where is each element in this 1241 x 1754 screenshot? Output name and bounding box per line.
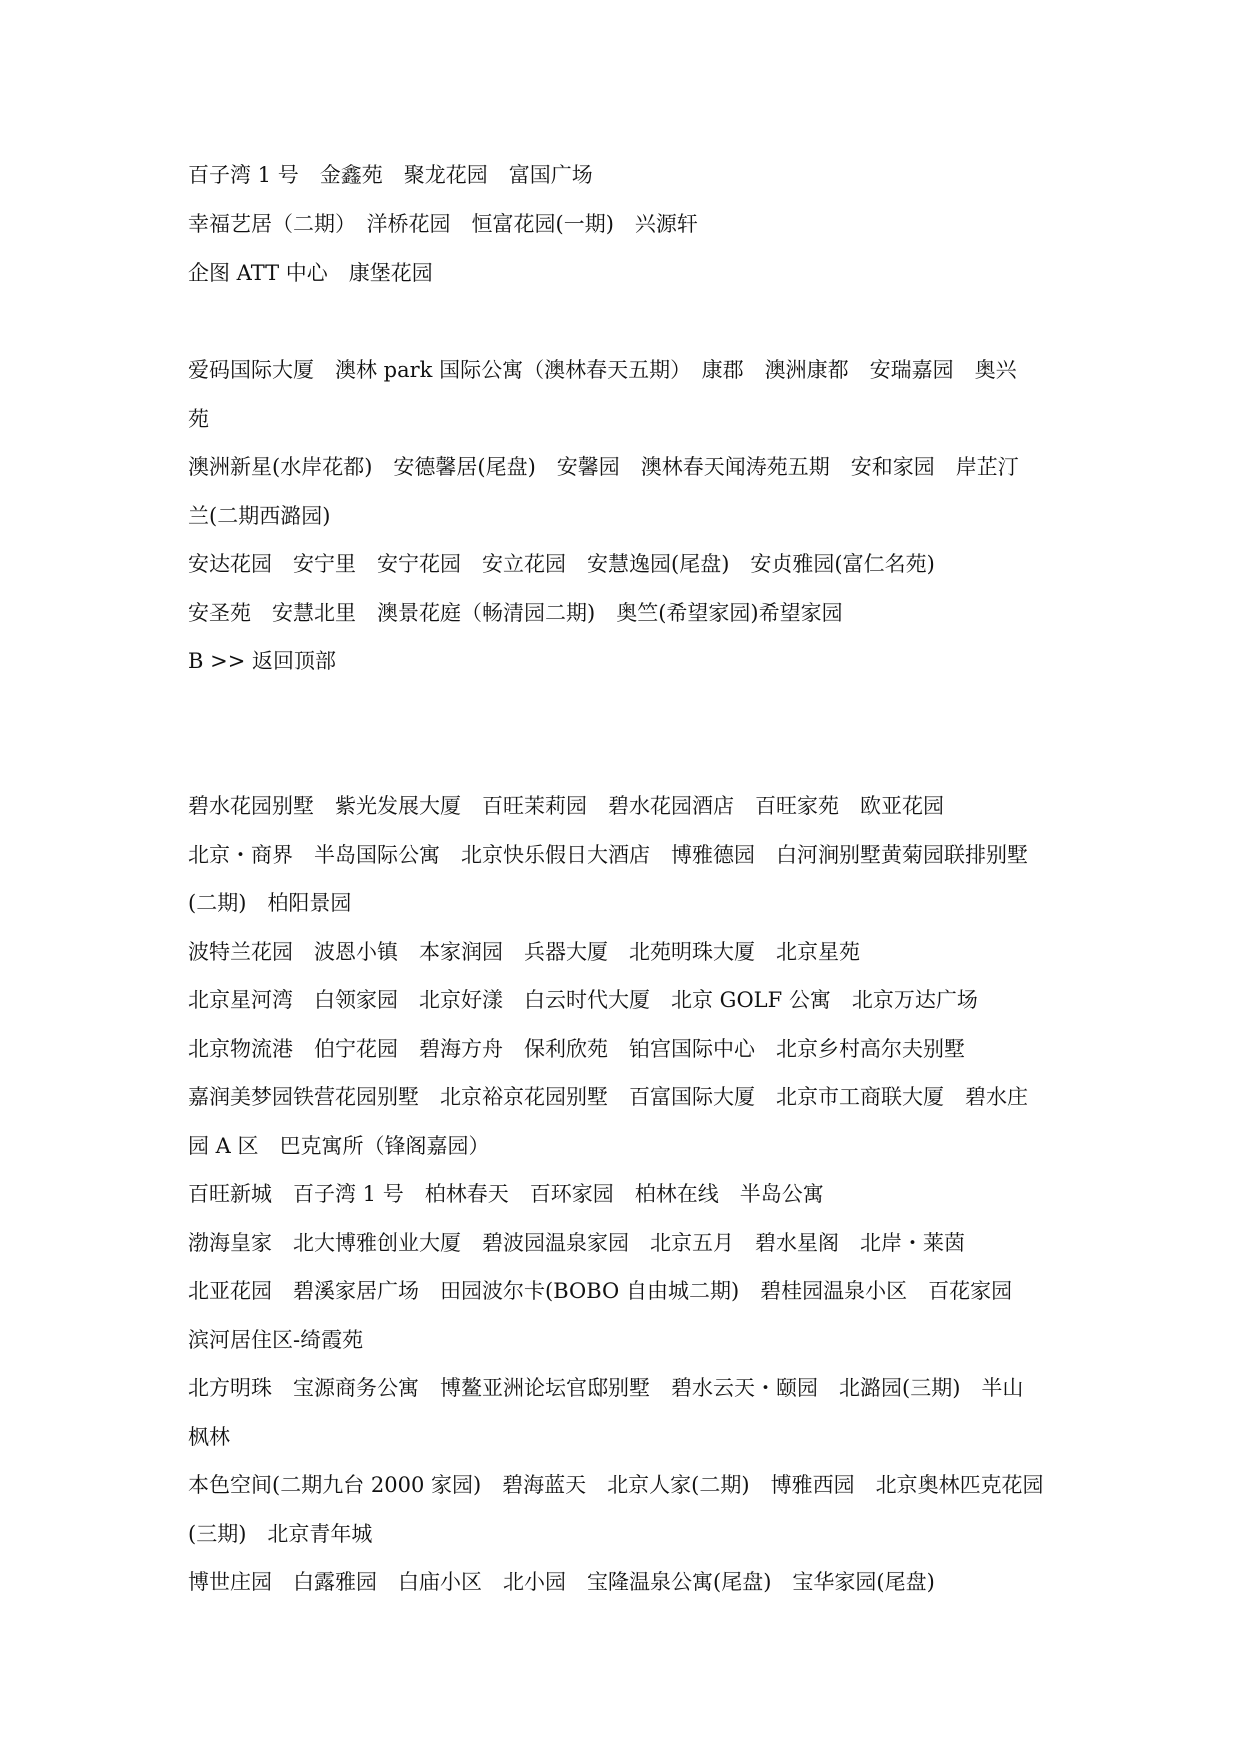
text-line: 苑	[188, 407, 209, 431]
text-line: 渤海皇家 北大博雅创业大厦 碧波园温泉家园 北京五月 碧水星阁 北岸・莱茵	[188, 1231, 965, 1255]
text-line: 滨河居住区-绮霞苑	[188, 1328, 364, 1352]
text-line: 企图 ATT 中心 康堡花园	[188, 261, 433, 285]
text-line: 兰(二期西潞园)	[188, 504, 331, 528]
text-line: (二期) 柏阳景园	[188, 891, 352, 915]
text-line: 百子湾 1 号 金鑫苑 聚龙花园 富国广场	[188, 163, 593, 187]
text-line: (三期) 北京青年城	[188, 1522, 373, 1546]
text-line: 澳洲新星(水岸花都) 安德馨居(尾盘) 安馨园 澳林春天闻涛苑五期 安和家园 岸芷汀	[188, 455, 1019, 479]
text-line: 波特兰花园 波恩小镇 本家润园 兵器大厦 北苑明珠大厦 北京星苑	[188, 940, 860, 964]
text-line: 博世庄园 白露雅园 白庙小区 北小园 宝隆温泉公寓(尾盘) 宝华家园(尾盘)	[188, 1570, 935, 1594]
text-line: 北京・商界 半岛国际公寓 北京快乐假日大酒店 博雅德园 白河涧别墅黄菊园联排别墅	[188, 843, 1028, 867]
text-line: 百旺新城 百子湾 1 号 柏林春天 百环家园 柏林在线 半岛公寓	[188, 1182, 824, 1206]
text-line: 嘉润美梦园铁营花园别墅 北京裕京花园别墅 百富国际大厦 北京市工商联大厦 碧水庄	[188, 1085, 1028, 1109]
text-line: 北亚花园 碧溪家居广场 田园波尔卡(BOBO 自由城二期) 碧桂园温泉小区 百花家园	[188, 1279, 1013, 1303]
text-line: 园 A 区 巴克寓所（锋阁嘉园）	[188, 1134, 490, 1158]
text-line: 北方明珠 宝源商务公寓 博鳌亚洲论坛官邸别墅 碧水云天・颐园 北潞园(三期) 半山	[188, 1376, 1024, 1400]
back-to-top-link[interactable]: B >> 返回顶部	[188, 649, 336, 673]
text-line: 碧水花园别墅 紫光发展大厦 百旺茉莉园 碧水花园酒店 百旺家苑 欧亚花园	[188, 794, 944, 818]
text-line: 本色空间(二期九台 2000 家园) 碧海蓝天 北京人家(二期) 博雅西园 北京奥林匹克花园	[188, 1473, 1044, 1497]
text-line: 北京星河湾 白领家园 北京好漾 白云时代大厦 北京 GOLF 公寓 北京万达广场	[188, 988, 978, 1012]
text-line: 北京物流港 伯宁花园 碧海方舟 保利欣苑 铂宫国际中心 北京乡村高尔夫别墅	[188, 1037, 965, 1061]
text-line: 爱码国际大厦 澳林 park 国际公寓（澳林春天五期） 康郡 澳洲康都 安瑞嘉园 奥兴	[188, 358, 1017, 382]
text-line: 安圣苑 安慧北里 澳景花庭（畅清园二期) 奥竺(希望家园)希望家园	[188, 601, 843, 625]
text-line: 安达花园 安宁里 安宁花园 安立花园 安慧逸园(尾盘) 安贞雅园(富仁名苑)	[188, 552, 935, 576]
text-line: 枫林	[188, 1425, 230, 1449]
text-line: 幸福艺居（二期） 洋桥花园 恒富花园(一期) 兴源轩	[188, 212, 698, 236]
